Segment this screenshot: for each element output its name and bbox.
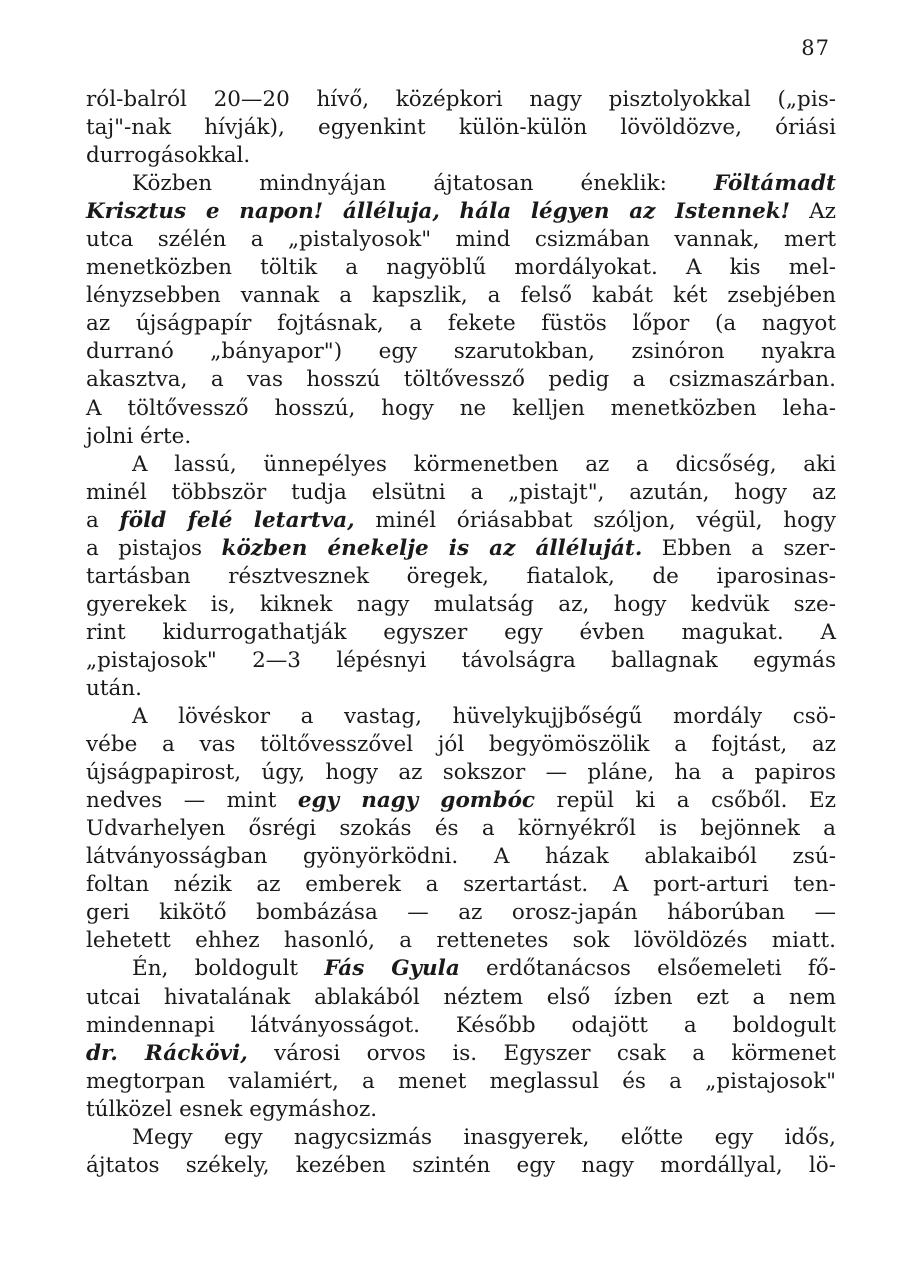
text-line (86, 731, 836, 759)
text-segment: nedves — mint (86, 788, 298, 814)
text-line (86, 815, 836, 843)
text-segment: városi orvos is. Egyszer csak a körmenet (247, 1040, 836, 1066)
text-segment: akasztva, a vas hosszú töltővessző pedig a csizmaszárban. (86, 367, 836, 393)
text-segment: minél óriásabbat szóljon, végül, hogy (354, 507, 836, 533)
text-line (86, 647, 836, 675)
text-segment: megtorpan valamiért, a menet meglassul és a „pistajosok" (86, 1068, 836, 1094)
text-line (86, 1096, 836, 1124)
text-segment: geri kikötő bombázása — az orosz-japán háborúban — (86, 900, 836, 926)
text-segment: taj"-nak hívják), egyenkint külön-külön lövöldözve, óriási (86, 115, 836, 141)
text-line (86, 310, 836, 338)
text-segment: mindennapi látványosságot. Később odajött a boldogult (86, 1012, 836, 1038)
text-line (86, 759, 836, 787)
text-segment: jolni érte. (86, 423, 192, 449)
text-line (86, 984, 836, 1012)
text-segment: látványosságban gyönyörködni. A házak ablakaiból zsú- (86, 844, 836, 870)
text-line (86, 198, 836, 226)
text-segment: Udvarhelyen ősrégi szokás és a környékről is bejönnek a (86, 816, 836, 842)
text-line (86, 535, 836, 563)
text-segment: után. (86, 675, 142, 701)
text-segment: túlközel esnek egymáshoz. (86, 1096, 378, 1122)
body-text (86, 86, 836, 1180)
emphasized-text: Föltámadt (713, 171, 836, 197)
text-line (86, 1012, 836, 1040)
emphasized-text: föld felé letartva, (119, 507, 355, 533)
text-segment: durrogásokkal. (86, 143, 251, 169)
text-line (86, 899, 836, 927)
text-segment: lehetett ehhez hasonló, a rettenetes sok lövöldözés miatt. (86, 928, 836, 954)
text-line (86, 843, 836, 871)
text-segment: tartásban résztvesznek öregek, fiatalok, de iparosinas- (86, 563, 836, 589)
text-segment: Megy egy nagycsizmás inasgyerek, előtte egy idős, (132, 1124, 836, 1150)
text-segment: utcai hivatalának ablakából néztem első ízben ezt a nem (86, 984, 836, 1010)
text-line (86, 395, 836, 423)
text-line (86, 703, 836, 731)
text-segment: foltan nézik az emberek a szertartást. A port-arturi ten- (86, 872, 836, 898)
text-line (86, 675, 836, 703)
text-segment: erdőtanácsos elsőemeleti fő- (459, 956, 836, 982)
text-segment: repül ki a csőből. Ez (535, 788, 837, 814)
text-line (86, 1040, 836, 1068)
text-segment: A töltővessző hosszú, hogy ne kelljen menetközben leha- (86, 395, 836, 421)
text-segment: ról-balról 20—20 hívő, középkori nagy pisztolyokkal („pis- (86, 87, 836, 112)
text-line (86, 423, 836, 451)
text-segment: utca szélén a „pistalyosok" mind csizmában vannak, mert (86, 227, 836, 253)
text-line (86, 338, 836, 366)
text-segment: rint kidurrogathatják egyszer egy évben magukat. A (86, 619, 836, 645)
text-segment: minél többször tudja elsütni a „pistajt", azután, hogy az (86, 479, 836, 505)
text-line (86, 591, 836, 619)
text-segment: Az (790, 199, 836, 225)
text-line (86, 366, 836, 394)
text-line (86, 114, 836, 142)
text-segment: Közben mindnyájan ájtatosan éneklik: (132, 171, 714, 197)
emphasized-text: Krisztus e napon! álléluja, hála légyen az Istennek! (86, 199, 791, 225)
text-line (86, 170, 836, 198)
text-segment: gyerekek is, kiknek nagy mulatság az, hogy kedvük sze- (86, 591, 836, 617)
text-segment: menetközben töltik a nagyöblű mordályokat. A kis mel- (86, 255, 836, 281)
text-line (86, 507, 836, 535)
text-line (86, 86, 836, 114)
text-line (86, 619, 836, 647)
text-line (86, 142, 836, 170)
text-line (86, 871, 836, 899)
text-line (86, 451, 836, 479)
text-segment: a (86, 507, 120, 533)
text-line (86, 1124, 836, 1152)
text-line (86, 563, 836, 591)
text-segment: vébe a vas töltővesszővel jól begyömöszölik a fojtást, az (86, 732, 836, 758)
text-segment: lényzsebben vannak a kapszlik, a felső kabát két zsebjében (86, 283, 836, 309)
text-line (86, 955, 836, 983)
emphasized-text: egy nagy gombóc (297, 788, 536, 814)
text-line (86, 1068, 836, 1096)
text-segment: durranó „bányapor") egy szarutokban, zsinóron nyakra (86, 339, 836, 365)
text-segment: ájtatos székely, kezében szintén egy nagy mordállyal, lö- (86, 1152, 836, 1178)
page-number: 87 (801, 36, 830, 60)
text-line (86, 787, 836, 815)
text-segment: A lassú, ünnepélyes körmenetben az a dicsőség, aki (132, 451, 836, 477)
text-segment: A lövéskor a vastag, hüvelykujjbőségű mordály csö- (132, 704, 836, 730)
text-segment: a pistajos (86, 535, 222, 561)
emphasized-text: Fás Gyula (324, 956, 460, 982)
emphasized-text: dr. Ráckövi, (86, 1040, 248, 1066)
text-line (86, 1152, 836, 1180)
text-segment: Ebben a szer- (642, 535, 836, 561)
text-line (86, 479, 836, 507)
text-segment: Én, boldogult (132, 956, 325, 982)
emphasized-text: közben énekelje is az álléluját. (221, 535, 643, 561)
text-line (86, 927, 836, 955)
text-line (86, 254, 836, 282)
text-segment: újságpapirost, úgy, hogy az sokszor — pláne, ha a papiros (86, 760, 836, 786)
text-line (86, 226, 836, 254)
text-segment: „pistajosok" 2—3 lépésnyi távolságra ballagnak egymás (86, 647, 836, 673)
text-segment: az újságpapír fojtásnak, a fekete füstös lőpor (a nagyot (86, 311, 836, 337)
text-line (86, 282, 836, 310)
